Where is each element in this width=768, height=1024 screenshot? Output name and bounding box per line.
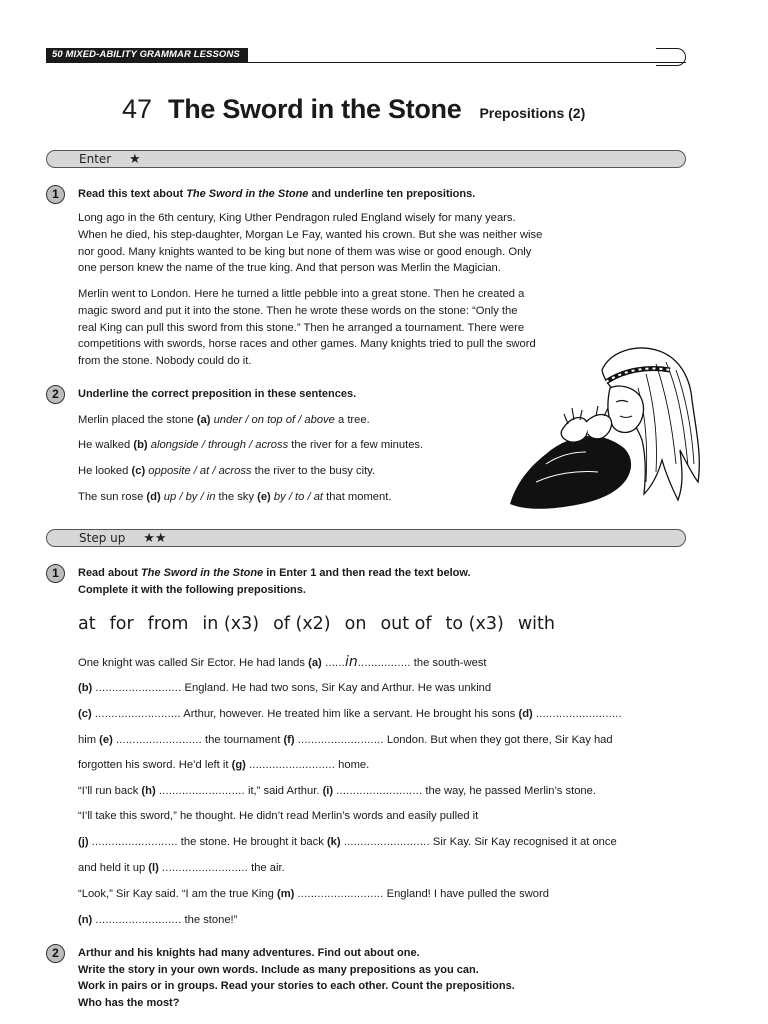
- word-bank-item: of (x2): [273, 614, 331, 634]
- word-bank-item: on: [344, 614, 367, 634]
- series-header: 50 MIXED-ABILITY GRAMMAR LESSONS: [46, 48, 248, 62]
- answer-blank[interactable]: ..........................: [115, 734, 202, 746]
- answer-blank[interactable]: ..........................: [297, 888, 384, 900]
- stepup-label: Step up: [79, 531, 126, 545]
- word-bank-item: to (x3): [445, 614, 504, 634]
- story-paragraph-2: Merlin went to London. Here he turned a little pebble into a great stone. Then he created a magic sword and put it into the stone. Then he wrote these words on the stone: “Only the real King can pull this sword from this stone.” Then he arranged a tournament. There were competitions with swords, horse races and other games. Many knights tried to pull the sword from the stone. Nobody could do it.: [78, 288, 536, 368]
- exercise-number-badge: 1: [46, 564, 65, 583]
- answer-blank[interactable]: ..........................: [95, 682, 182, 694]
- word-bank-item: at: [78, 614, 96, 634]
- header-rule: [46, 62, 686, 63]
- answer-blank[interactable]: ..........................: [535, 708, 622, 720]
- stepup-section-bar: [46, 529, 686, 547]
- stepup-ex1-instruction: Read about The Sword in the Stone in Enter 1 and then read the text below. Complete it with the following prepositions.: [78, 567, 471, 596]
- exercise-number-badge: 2: [46, 385, 65, 404]
- answer-blank[interactable]: ..........................: [91, 836, 178, 848]
- gapfill-line: “I’ll take this sword,” he thought. He didn’t read Merlin’s words and easily pulled it: [78, 810, 479, 822]
- stepup-ex2-instruction: Arthur and his knights had many adventures. Find out about one. Write the story in your own words. Include as many prepositions as you can. Work in pairs or in groups. Read your stories to each other. Count the prepositions. Who has the most?: [78, 947, 515, 1009]
- exercise-number-badge: 1: [46, 185, 65, 204]
- enter-section-bar: [46, 150, 686, 168]
- gapfill-line: (j) .......................... the stone. He brought it back (k) .......................... Sir Kay. Sir Kay recognised it at once: [78, 836, 617, 848]
- choice-sentence-de: The sun rose (d) up / by / in the sky (e) by / to / at that moment.: [78, 491, 392, 503]
- answer-blank[interactable]: ..........................: [297, 734, 384, 746]
- page-corner-tab: [656, 48, 686, 66]
- exercise-number-badge: 2: [46, 944, 65, 963]
- gapfill-line: and held it up (l) .......................... the air.: [78, 862, 285, 874]
- gapfill-line: (c) .......................... Arthur, however. He treated him like a servant. He brought his sons (d) ..........................: [78, 708, 622, 720]
- sample-answer: in: [344, 654, 358, 670]
- word-bank-item: out of: [380, 614, 432, 634]
- choice-sentence-b: He walked (b) alongside / through / across the river for a few minutes.: [78, 439, 424, 451]
- word-bank-item: from: [147, 614, 189, 634]
- word-bank-item: with: [517, 614, 555, 634]
- gapfill-line: forgotten his sword. He’d left it (g) .......................... home.: [78, 759, 370, 771]
- gapfill-line: (b) .......................... England. He had two sons, Sir Kay and Arthur. He was unkind: [78, 682, 492, 694]
- enter-label: Enter: [79, 152, 112, 166]
- answer-blank[interactable]: ..........................: [95, 914, 182, 926]
- star-icon: ★: [129, 152, 141, 167]
- choice-sentence-c: He looked (c) opposite / at / across the river to the busy city.: [78, 465, 376, 477]
- lesson-heading: [122, 94, 585, 130]
- gapfill-line: One knight was called Sir Ector. He had lands (a) ......in................ the south-west: [78, 654, 487, 670]
- lesson-subtitle: Prepositions (2): [479, 105, 586, 121]
- word-bank-item: for: [109, 614, 134, 634]
- gapfill-line: “I’ll run back (h) .......................... it,” said Arthur. (i) .......................... the way, he passed Merlin’s stone.: [78, 785, 596, 797]
- gapfill-line: him (e) .......................... the tournament (f) .......................... London. But when they got there, Sir Kay had: [78, 734, 613, 746]
- lesson-number: 47: [122, 94, 153, 124]
- answer-blank[interactable]: ..........................: [158, 785, 245, 797]
- story-paragraph-1: Long ago in the 6th century, King Uther Pendragon ruled England wisely for many years. When he died, his step-daughter, Morgan Le Fay, wanted his crown. But she was neither wise nor good. Many knights wanted to be king but none of them was wise or good enough. Only one person knew the name of the true king. And that person was Merlin the Magician.: [78, 212, 543, 275]
- choice-sentence-a: Merlin placed the stone (a) under / on top of / above a tree.: [78, 414, 370, 426]
- gapfill-line: “Look,” Sir Kay said. “I am the true King (m) .......................... England! I have pulled the sword: [78, 888, 549, 900]
- gapfill-line: (n) .......................... the stone!”: [78, 914, 238, 926]
- answer-blank[interactable]: ..........................: [343, 836, 430, 848]
- lesson-title: The Sword in the Stone: [168, 94, 462, 124]
- star-icon: ★★: [143, 531, 167, 546]
- answer-blank[interactable]: ..........................: [249, 759, 336, 771]
- answer-blank[interactable]: ..........................: [94, 708, 181, 720]
- merlin-illustration: [506, 344, 704, 516]
- answer-blank[interactable]: ..........................: [161, 862, 248, 874]
- word-bank-item: in (x3): [202, 614, 260, 634]
- answer-blank[interactable]: ..........................: [336, 785, 423, 797]
- enter-ex1-instruction: Read this text about The Sword in the Stone and underline ten prepositions.: [78, 188, 476, 200]
- enter-ex2-instruction: Underline the correct preposition in these sentences.: [78, 388, 357, 400]
- word-bank: [78, 614, 555, 640]
